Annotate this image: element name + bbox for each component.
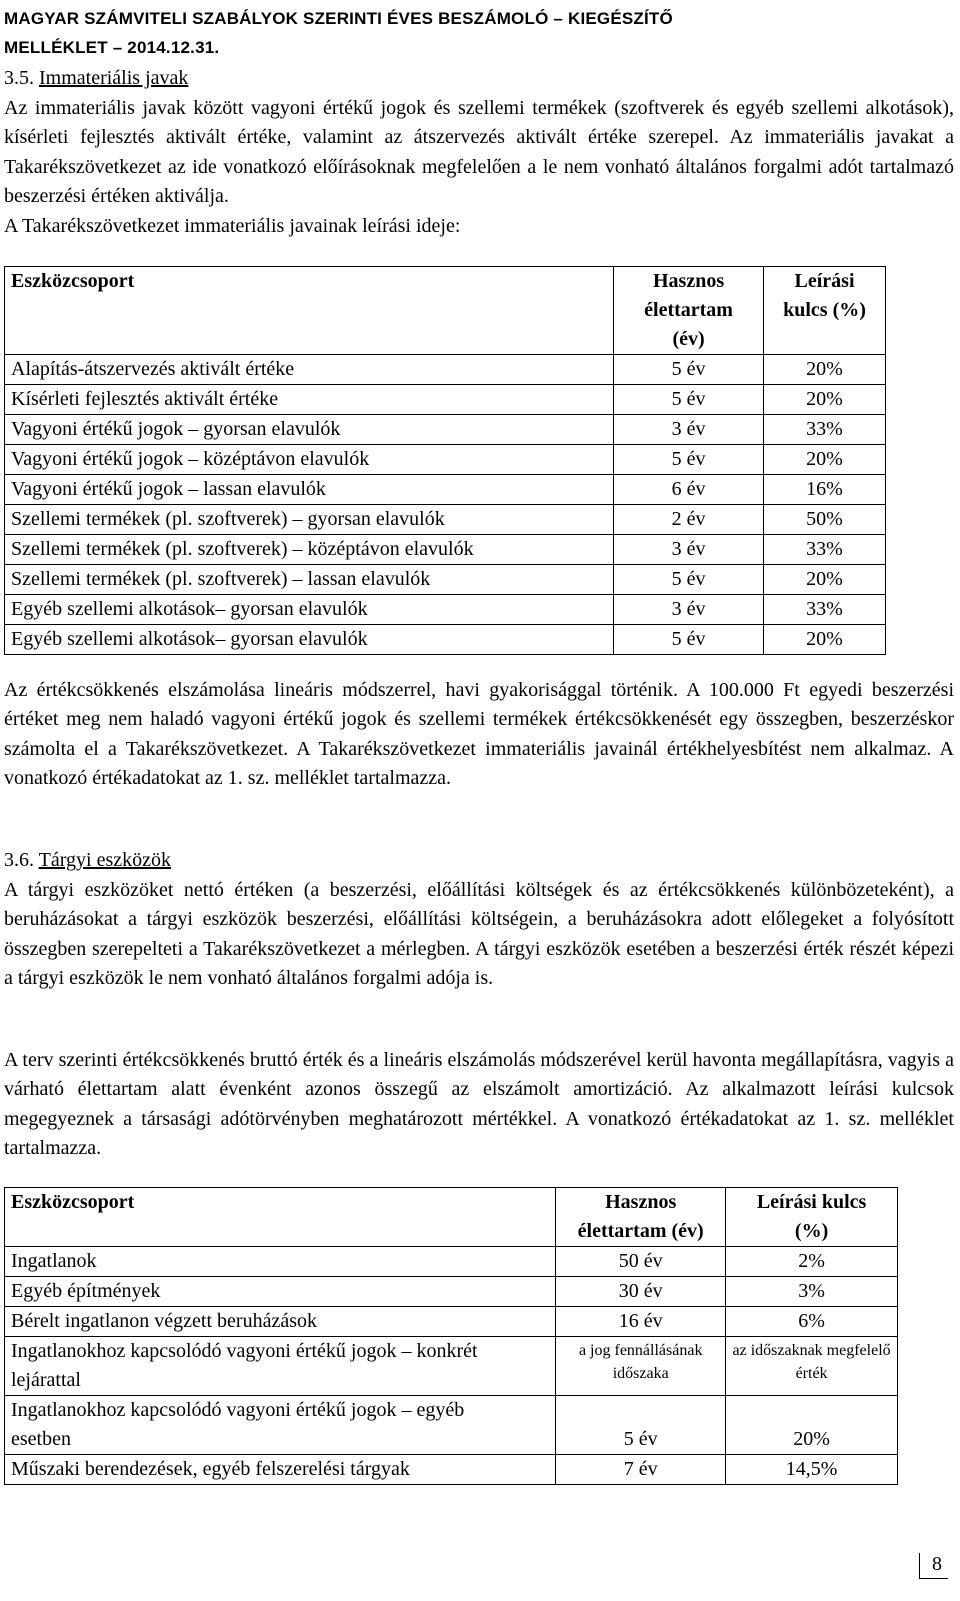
header-cell: Leírási kulcs (%): [726, 1188, 898, 1247]
table-header-row: [5, 1188, 898, 1247]
section-title-3-5: [4, 64, 188, 93]
table-cell: Szellemi termékek (pl. szoftverek) – gyorsan elavulók: [5, 505, 614, 535]
table-cell: 3 év: [614, 415, 764, 445]
header-cell: Eszközcsoport: [5, 267, 614, 355]
header-line-2: MELLÉKLET – 2014.12.31.: [4, 38, 220, 57]
table-row: [5, 445, 886, 475]
table-row: [5, 355, 886, 385]
table-cell: 5 év: [614, 445, 764, 475]
page-header: [4, 4, 954, 62]
table-cell: 3 év: [614, 535, 764, 565]
table-cell: Vagyoni értékű jogok – lassan elavulók: [5, 475, 614, 505]
table-cell: Vagyoni értékű jogok – középtávon elavulók: [5, 445, 614, 475]
table-cell: 7 év: [556, 1455, 726, 1485]
table-cell: 50 év: [556, 1247, 726, 1277]
table-cell: Ingatlanok: [5, 1247, 556, 1277]
table-row: [5, 415, 886, 445]
table-cell: 20%: [764, 625, 886, 655]
table-row: [5, 625, 886, 655]
table-cell: 3 év: [614, 595, 764, 625]
table-cell: Ingatlanokhoz kapcsolódó vagyoni értékű jogok – konkrét lejárattal: [5, 1337, 556, 1396]
table-cell: 5 év: [614, 355, 764, 385]
table-cell: 5 év: [614, 625, 764, 655]
intangible-assets-table: [4, 266, 886, 655]
header-cell: Leírási kulcs (%): [764, 267, 886, 355]
header-line-1: MAGYAR SZÁMVITELI SZABÁLYOK SZERINTI ÉVES BESZÁMOLÓ – KIEGÉSZÍTŐ: [4, 9, 673, 28]
table-cell: 2 év: [614, 505, 764, 535]
table-row: [5, 595, 886, 625]
table-cell: Szellemi termékek (pl. szoftverek) – lassan elavulók: [5, 565, 614, 595]
section-3-6-paragraph-1: A tárgyi eszközöket nettó értéken (a beszerzési, előállítási költségek és az értékcsökkenés különbözeteként), a beruházásokat a tárgyi eszközök beszerzési, előállítási költségein, a beruházásokra adott előlegeket a folyósított összegben szerepelteti a Takarékszövetkezet a mérlegben. A tárgyi eszközök esetében a beszerzési érték részét képezi a tárgyi eszközök le nem vonható általános forgalmi adója is.: [4, 879, 954, 989]
table-row: [5, 1247, 898, 1277]
table-cell: Egyéb szellemi alkotások– gyorsan elavulók: [5, 625, 614, 655]
table-row: [5, 1455, 898, 1485]
table-cell: Szellemi termékek (pl. szoftverek) – középtávon elavulók: [5, 535, 614, 565]
table-cell: a jog fennállásának időszaka: [556, 1337, 726, 1396]
table-cell: Ingatlanokhoz kapcsolódó vagyoni értékű jogok – egyéb esetben: [5, 1396, 556, 1455]
header-cell: Hasznos élettartam (év): [614, 267, 764, 355]
table-cell: 2%: [726, 1247, 898, 1277]
table-cell: Alapítás-átszervezés aktivált értéke: [5, 355, 614, 385]
table-cell: 3%: [726, 1277, 898, 1307]
table-cell: Egyéb szellemi alkotások– gyorsan elavulók: [5, 595, 614, 625]
table-cell: 20%: [726, 1396, 898, 1455]
section-3-5-intro: Az immateriális javak között vagyoni értékű jogok és szellemi termékek (szoftverek és egyéb szellemi alkotások), kísérleti fejlesztés aktivált értéke, valamint az átszervezés aktivált értéke szerepel. Az immateriális javakat a Takarékszövetkezet az ide vonatkozó előírásoknak megfelelően a le nem vonható általános forgalmi adót tartalmazó beszerzési értéken aktiválja.: [4, 97, 954, 207]
table-row: [5, 505, 886, 535]
table-cell: Vagyoni értékű jogok – gyorsan elavulók: [5, 415, 614, 445]
table-cell: 33%: [764, 415, 886, 445]
section-label: Immateriális javak: [39, 67, 189, 89]
table-cell: 5 év: [614, 385, 764, 415]
table-cell: 5 év: [614, 565, 764, 595]
header-cell: Eszközcsoport: [5, 1188, 556, 1247]
section-label: Tárgyi eszközök: [38, 849, 172, 871]
section-3-6-paragraph-2: A terv szerinti értékcsökkenés bruttó érték és a lineáris elszámolás módszerével kerül havonta megállapításra, vagyis a várható élettartam alatt évenként azonos összegű az elszámolt amortizáció. Az alkalmazott leírási kulcsok megegyeznek a társasági adótörvényben meghatározott mértékkel. A vonatkozó értékadatokat az 1. sz. melléklet tartalmazza.: [4, 1049, 954, 1159]
table-cell: Bérelt ingatlanon végzett beruházások: [5, 1307, 556, 1337]
table-cell: 30 év: [556, 1277, 726, 1307]
section-3-5-after-text: Az értékcsökkenés elszámolása lineáris módszerrel, havi gyakorisággal történik. A 100.000 Ft egyedi beszerzési értéket meg nem haladó vagyoni értékű jogok és szellemi termékek értékcsökkenését egy összegben, beszerzéskor számolta el a Takarékszövetkezet. A Takarékszövetkezet immateriális javainál értékhelyesbítést nem alkalmaz. A vonatkozó értékadatokat az 1. sz. melléklet tartalmazza.: [4, 679, 954, 789]
table-row: [5, 1396, 898, 1455]
section-3-5-table-intro: A Takarékszövetkezet immateriális javainak leírási ideje:: [4, 215, 461, 237]
section-number: 3.6.: [4, 849, 34, 871]
table-cell: 5 év: [556, 1396, 726, 1455]
table-row: [5, 385, 886, 415]
table-cell: az időszaknak megfelelő érték: [726, 1337, 898, 1396]
table-row: [5, 475, 886, 505]
table-cell: 6%: [726, 1307, 898, 1337]
table-cell: 20%: [764, 355, 886, 385]
tangible-assets-table: [4, 1187, 898, 1485]
table-row: [5, 535, 886, 565]
table-cell: Egyéb építmények: [5, 1277, 556, 1307]
table-cell: Kísérleti fejlesztés aktivált értéke: [5, 385, 614, 415]
table-row: [5, 1277, 898, 1307]
table-cell: 16 év: [556, 1307, 726, 1337]
table-cell: 33%: [764, 595, 886, 625]
page-number: 8: [919, 1553, 948, 1579]
table-cell: 20%: [764, 445, 886, 475]
table-cell: Műszaki berendezések, egyéb felszerelési tárgyak: [5, 1455, 556, 1485]
table-row: [5, 1307, 898, 1337]
section-title-3-6: [4, 846, 171, 875]
table-cell: 6 év: [614, 475, 764, 505]
table-cell: 20%: [764, 565, 886, 595]
table-cell: 14,5%: [726, 1455, 898, 1485]
table-cell: 16%: [764, 475, 886, 505]
table-row: [5, 1337, 898, 1396]
table-cell: 50%: [764, 505, 886, 535]
table-cell: 33%: [764, 535, 886, 565]
header-cell: Hasznos élettartam (év): [556, 1188, 726, 1247]
section-number: 3.5.: [4, 67, 34, 89]
table-header-row: [5, 267, 886, 355]
table-cell: 20%: [764, 385, 886, 415]
table-row: [5, 565, 886, 595]
